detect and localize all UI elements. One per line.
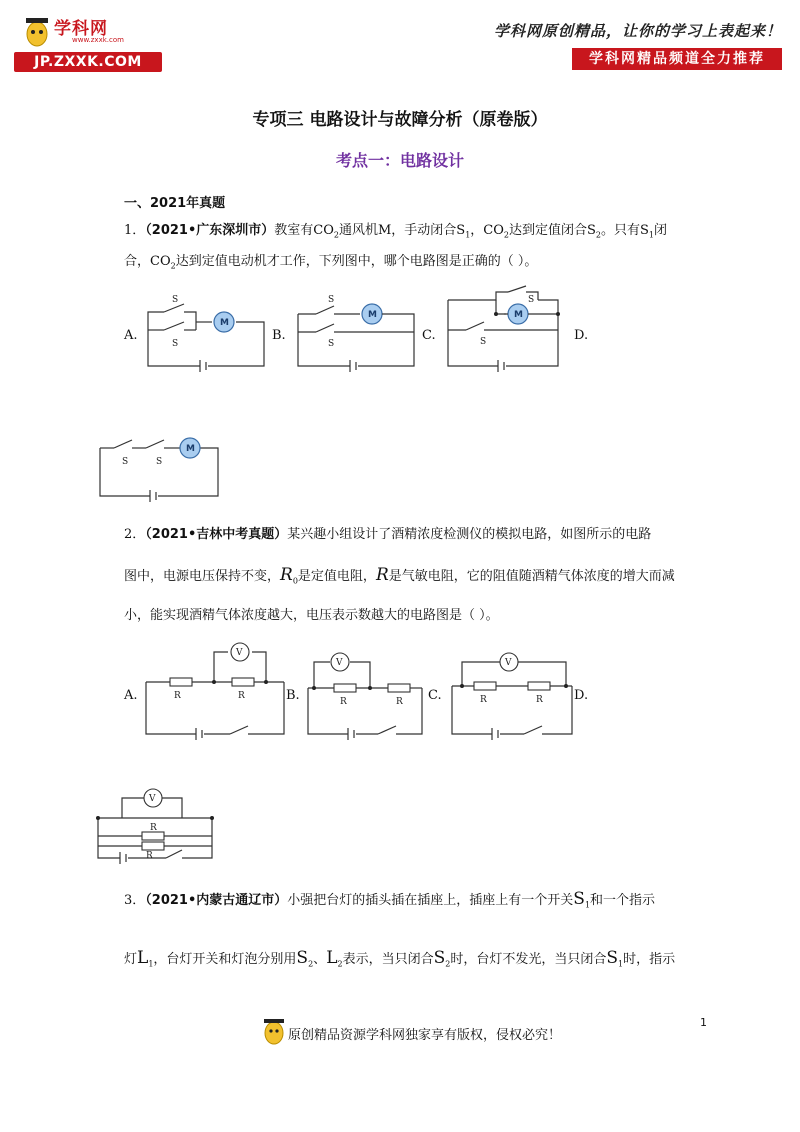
question-3-line-1: 3．（2021•内蒙古通辽市）小强把台灯的插头插在插座上，插座上有一个开关$S_1$和一个指示: [124, 889, 656, 910]
svg-text:S: S: [122, 457, 129, 467]
q1-option-c: C.: [422, 328, 436, 343]
q2-option-d: D.: [574, 688, 589, 703]
page-title: 专项三 电路设计与故障分析（原卷版）: [252, 110, 548, 130]
question-3-line-2: 灯$L_1$，台灯开关和灯泡分别用$S_2$、$L_2$表示，当只闭合$S_2$时，台灯不发光，当只闭合$S_1$时，指示: [124, 947, 676, 969]
svg-text:V: V: [336, 658, 343, 668]
question-3-tag: （2021•内蒙古通辽市）: [145, 893, 288, 908]
q2-circuit-c: [448, 648, 578, 740]
q2-circuit-b: [304, 648, 428, 740]
q1-circuit-a: [140, 290, 272, 376]
question-2-line-3: 小，能实现酒精气体浓度越大，电压表示数越大的电路图是（ ）。: [124, 607, 499, 623]
q2-option-c: C.: [428, 688, 442, 703]
svg-text:R: R: [480, 695, 487, 705]
question-1-text: [124, 218, 714, 279]
q1-circuit-d: [96, 430, 226, 504]
q1-option-b: B.: [272, 328, 286, 343]
question-2-number: 2．: [124, 527, 146, 542]
question-2-tag: （2021•吉林中考真题）: [145, 527, 288, 542]
q1-circuit-b: [290, 290, 422, 376]
mascot-icon: [262, 1016, 286, 1046]
svg-text:S: S: [480, 337, 487, 347]
header-banner: 学科网精品频道全力推荐: [572, 48, 782, 70]
q2-option-a: A.: [124, 688, 138, 703]
question-2-line-1: 2．（2021•吉林中考真题）某兴趣小组设计了酒精浓度检测仪的模拟电路，如图所示的电路: [124, 527, 652, 542]
svg-text:R: R: [238, 691, 245, 701]
svg-text:R: R: [146, 851, 153, 861]
logo-url: JP.ZXXK.COM: [14, 52, 162, 72]
logo-subtext: www.zxxk.com: [72, 36, 124, 44]
footer-copyright: 原创精品资源学科网独家享有版权，侵权必究！: [288, 1028, 562, 1043]
question-1-tag: （2021•广东深圳市）: [145, 223, 275, 238]
svg-text:S: S: [172, 339, 179, 349]
page-number: 1: [700, 1016, 707, 1029]
header-slogan: 学科网原创精品，让你的学习上表起来！: [493, 22, 782, 40]
svg-text:M: M: [514, 310, 523, 320]
question-1-line-1: 1．（2021•广东深圳市）教室有$CO_2$通风机M，手动闭合$S_1$，$CO_2$达到定值闭合$S_2$。只有$S_1$闭: [124, 223, 668, 240]
question-1-number: 1．: [124, 223, 146, 238]
logo-text: 学科网: [54, 19, 108, 39]
question-3-number: 3．: [124, 893, 146, 908]
svg-text:V: V: [505, 658, 512, 668]
mascot-icon: [22, 14, 52, 50]
q1-circuit-c: [440, 282, 570, 376]
svg-text:S: S: [172, 295, 179, 305]
q2-option-b: B.: [286, 688, 300, 703]
svg-text:V: V: [149, 794, 156, 804]
svg-text:S: S: [328, 295, 335, 305]
question-3-text: [124, 886, 714, 977]
q2-circuit-a: [142, 640, 288, 740]
section-heading: 一、2021年真题: [124, 196, 226, 211]
svg-text:S: S: [156, 457, 163, 467]
question-1-line-2: 合，$CO_2$达到定值电动机才工作，下列图中，哪个电路图是正确的（ ）。: [124, 253, 538, 271]
question-2-line-2: 图中，电源电压保持不变，$R_0$是定值电阻，R是气敏电阻，它的阻值随酒精气体浓度的增大而减: [124, 565, 675, 586]
svg-text:S: S: [528, 295, 535, 305]
svg-text:M: M: [186, 444, 195, 454]
q2-circuit-d: [94, 786, 218, 866]
svg-text:V: V: [236, 648, 243, 658]
question-2-text: [124, 522, 714, 629]
svg-text:R: R: [150, 823, 157, 833]
svg-text:R: R: [396, 697, 403, 707]
q1-option-d: D.: [574, 328, 589, 343]
svg-text:S: S: [328, 339, 335, 349]
page-subtitle: 考点一：电路设计: [335, 151, 464, 170]
svg-text:R: R: [340, 697, 347, 707]
svg-text:R: R: [536, 695, 543, 705]
site-logo: [14, 14, 162, 76]
svg-text:M: M: [368, 310, 377, 320]
svg-text:R: R: [174, 691, 181, 701]
q1-option-a: A.: [124, 328, 138, 343]
svg-text:M: M: [220, 318, 229, 328]
